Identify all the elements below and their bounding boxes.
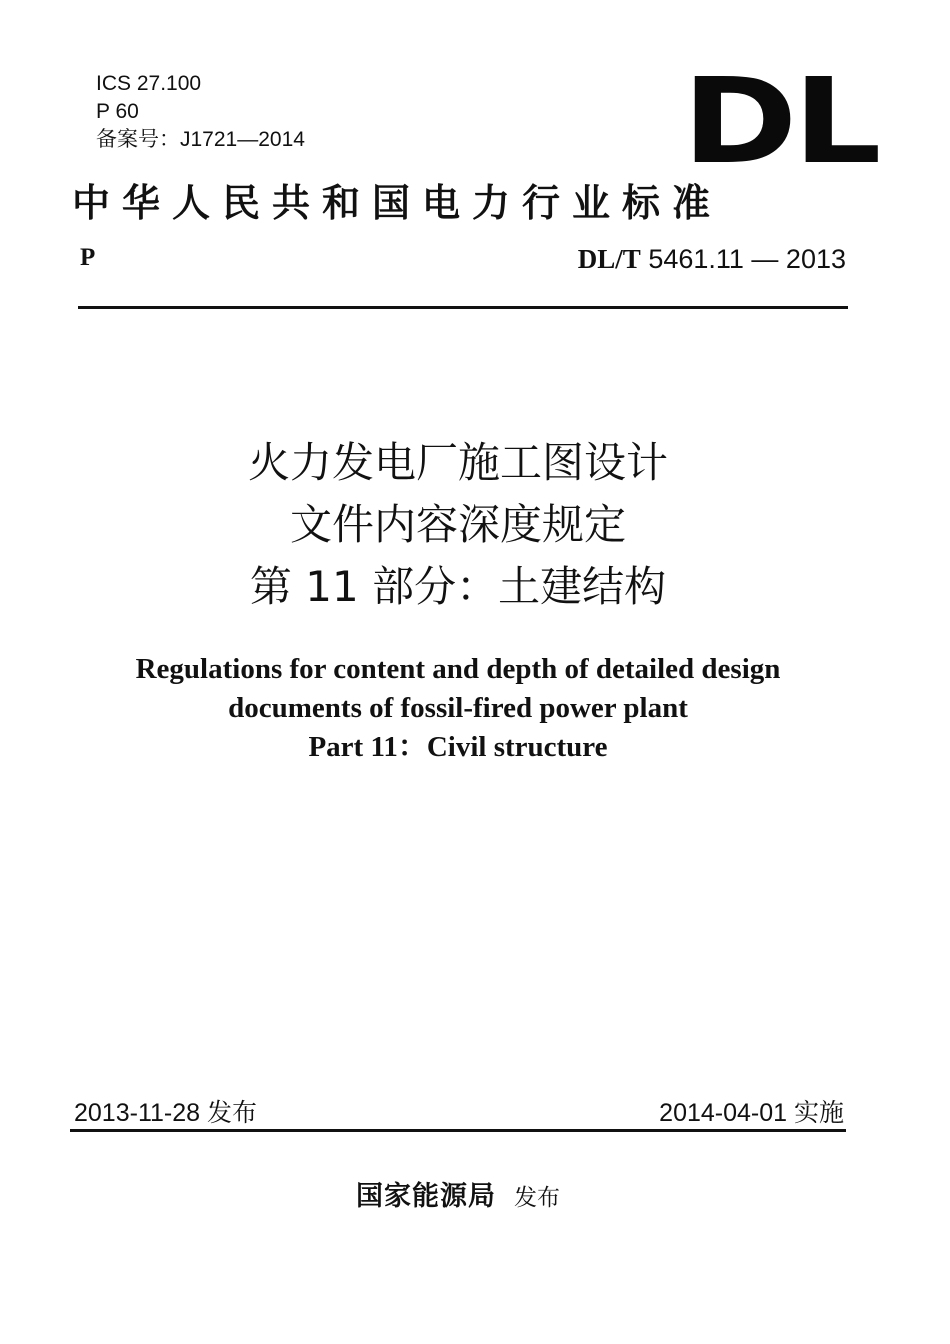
- english-title: [0, 650, 916, 767]
- chinese-title-line-2: 文件内容深度规定: [289, 500, 626, 549]
- chinese-title: [0, 432, 916, 618]
- chinese-title-line-3: 第 11 部分：土建结构: [249, 562, 667, 611]
- standard-number-prefix: DL/T: [577, 244, 641, 274]
- chinese-title-line-1: 火力发电厂施工图设计: [247, 438, 668, 487]
- publisher-verb: 发布: [514, 1185, 560, 1211]
- english-title-line-2: documents of fossil-fired power plant: [228, 692, 688, 724]
- publisher: [0, 1174, 916, 1213]
- bottom-divider: [70, 1129, 846, 1132]
- standard-number: [578, 244, 846, 275]
- category-letter: P: [80, 244, 96, 271]
- publisher-organization: 国家能源局: [356, 1181, 496, 1212]
- issue-date: 2013-11-28 发布: [74, 1099, 257, 1127]
- english-title-line-1: Regulations for content and depth of detailed design: [135, 653, 781, 685]
- implementation-date: 2014-04-01 实施: [659, 1099, 844, 1127]
- dl-logo: DL: [682, 52, 877, 190]
- filing-number: 备案号：J1721—2014: [96, 128, 305, 151]
- english-title-line-3: Part 11：Civil structure: [308, 731, 608, 763]
- category-code: P 60: [96, 100, 139, 123]
- classification-block: [96, 70, 305, 154]
- national-standard-title: 中华人民共和国电力行业标准: [72, 180, 723, 225]
- standard-number-value: 5461.11 — 2013: [648, 244, 846, 274]
- top-divider: [78, 306, 848, 309]
- ics-code: ICS 27.100: [96, 72, 202, 95]
